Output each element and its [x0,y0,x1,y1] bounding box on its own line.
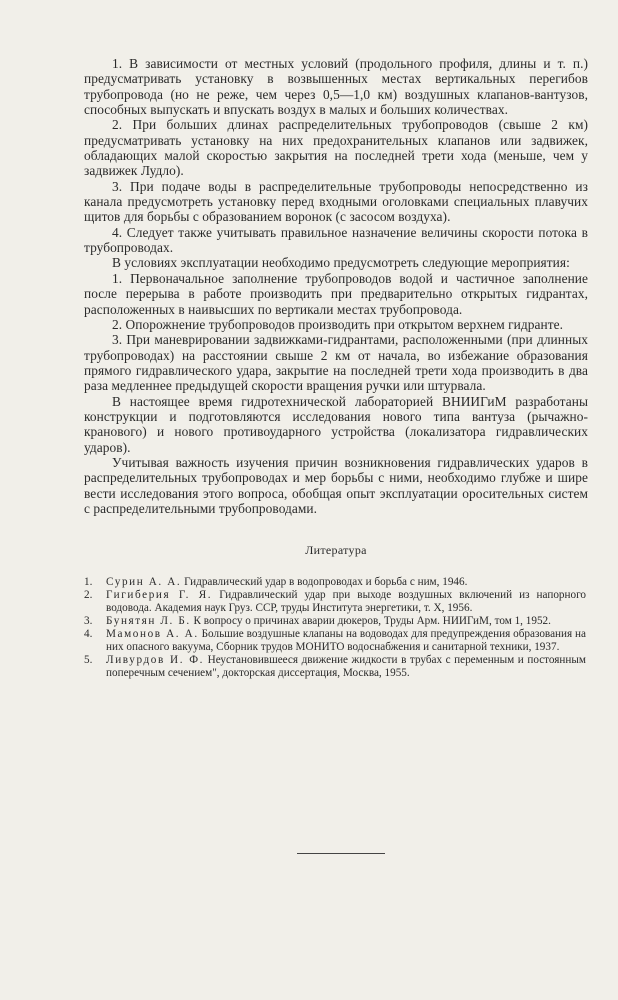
reference-text: Неустановившееся движение жидкости в трубах с переменным и постоянным поперечным сечением", докторская диссертация, Москва, 1955. [106,653,586,679]
paragraph-4: 4. Следует также учитывать правильное назначение величины скорости потока в трубопроводах. [84,224,588,256]
reference-number: 5. [84,653,93,666]
reference-number: 2. [84,589,93,602]
paragraph-6: 1. Первоначальное заполнение трубопроводов водой и частичное заполнение после перерыва в работе производить при предварительно открытых гидрантах, расположенных в наивысших по вертикали местах трубопровода. [84,270,588,317]
reference-author: Гигиберия Г. Я. [106,589,213,602]
reference-number: 4. [84,627,93,640]
paragraph-2: 2. При больших длинах распределительных трубопроводов (свыше 2 км) предусматривать установку на них предохранительных клапанов или задвижек, обладающих малой скоростью закрытия на последней трети хода (меньше, чем у задвижек Лудло). [84,117,588,179]
references-list [84,576,588,679]
end-rule [297,853,385,854]
reference-author: Мамонов А. А. [106,627,199,640]
reference-text: Большие воздушные клапаны на водоводах для предупреждения образования на них опасного вакуума, Сборник трудов МОНИТО водоснабжения и санитарной техники, 1937. [106,627,586,653]
reference-author: Бунятян Л. Б. [106,615,191,628]
paragraph-8: 3. При маневрировании задвижками-гидрантами, расположенными (при длинных трубопроводах) на расстоянии свыше 2 км от начала, во избежание образования прямого гидравлического удара, закрытие на последней трети хода производить в два раза медленнее предыдущей скорости вращения ручки или штурвала. [84,332,588,394]
paragraph-9: В настоящее время гидротехнической лабораторией ВНИИГиМ разработаны конструкции и подготовляются исследования нового типа вантуза (рычажно-кранового) и нового противоударного устройства (локализатора гидравлических ударов). [84,393,588,455]
reference-number: 3. [84,615,93,628]
reference-text: Гидравлический удар в водопроводах и борьба с ним, 1946. [184,576,468,589]
reference-text: К вопросу о причинах аварии дюкеров, Труды Арм. НИИГиМ, том 1, 1952. [193,615,551,628]
paragraph-7: 2. Опорожнение трубопроводов производить при открытом верхнем гидранте. [112,316,563,332]
reference-author: Ливурдов И. Ф. [106,653,205,666]
page-body [84,56,588,680]
reference-item [84,654,588,680]
paragraph-3: 3. При подаче воды в распределительные трубопроводы непосредственно из канала предусмотреть установку перед входными оголовками специальных плавучих щитов для борьбы с образованием воронок (с засосом воздуха). [84,178,588,225]
reference-number: 1. [84,576,93,589]
reference-item [84,589,588,615]
paragraph-10: Учитывая важность изучения причин возникновения гидравлических ударов в распределительных трубопроводах и мер борьбы с ними, необходимо глубже и шире вести исследования этого вопроса, обобщая опыт эксплуатации оросительных систем с распределительными трубопроводами. [84,454,588,516]
paragraph-1: 1. В зависимости от местных условий (продольного профиля, длины и т. п.) предусматривать установку в возвышенных местах вертикальных перегибов трубопровода (но не реже, чем через 0,5—1,0 км) воздушных клапанов-вантузов, способных выпускать и впускать воздух в малых и больших количествах. [84,56,588,118]
reference-author: Сурин А. А. [106,576,182,589]
paragraph-5: В условиях эксплуатации необходимо предусмотреть следующие мероприятия: [112,255,570,271]
reference-text: Гидравлический удар при выходе воздушных включений из напорного водовода. Академия наук Груз. ССР, труды Института энергетики, т. X, 1956. [106,589,586,615]
reference-item [84,576,588,589]
literature-title: Литература [305,543,367,558]
reference-item [84,628,588,654]
reference-item [84,615,588,628]
